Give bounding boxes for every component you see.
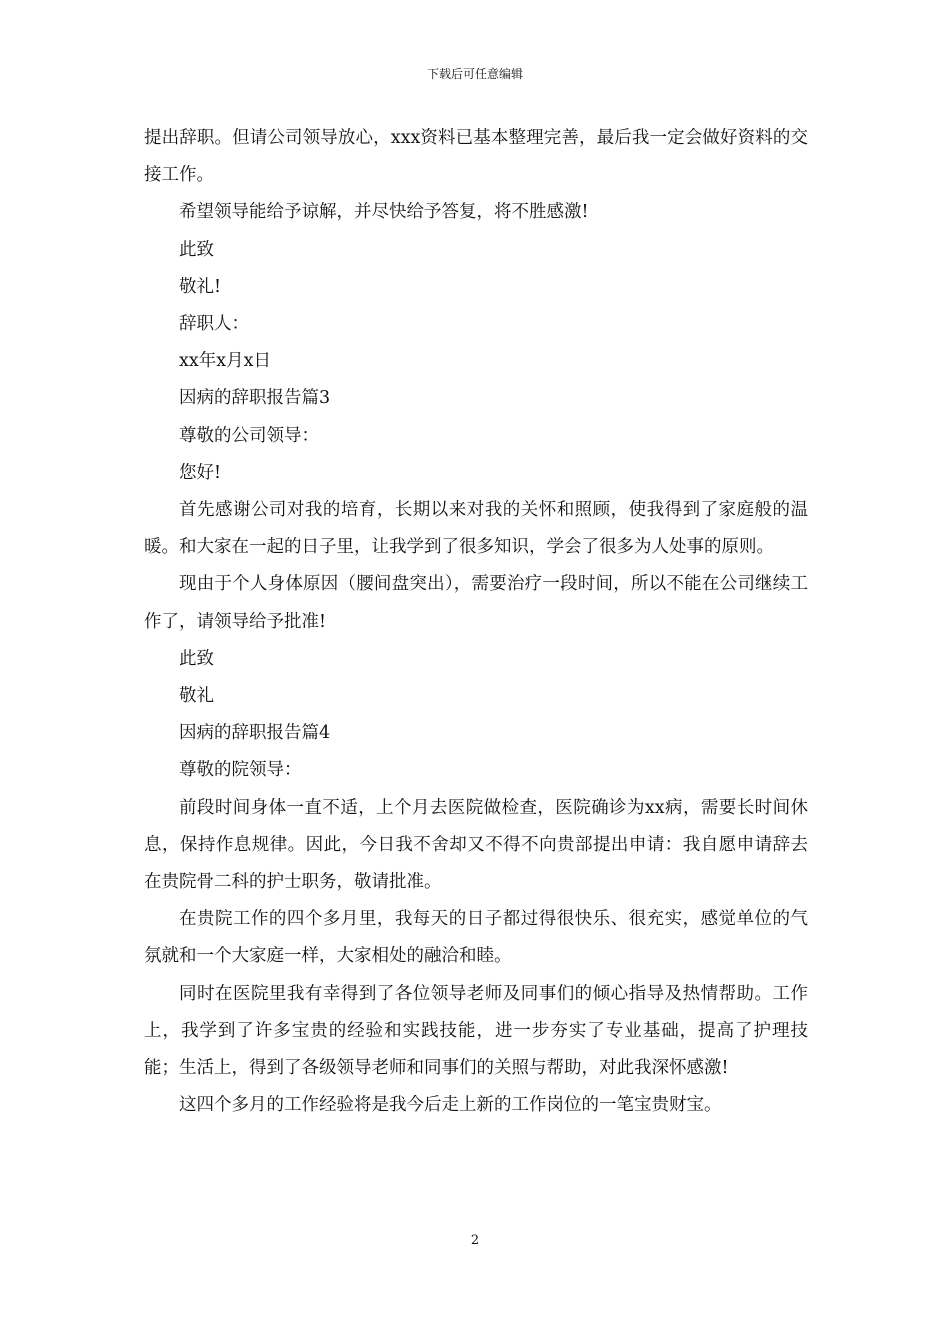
- closing-salute: 敬礼!: [179, 276, 222, 297]
- closing-line: 此致: [179, 239, 214, 260]
- paragraph-continued: 提出辞职。但请公司领导放心，xxx资料已基本整理完善，最后我一定会做好资料的交接工作。: [144, 128, 808, 186]
- paragraph: 前段时间身体一直不适，上个月去医院做检查，医院确诊为xx病，需要长时间休息，保持作息规律。因此，今日我不舍却又不得不向贵部提出申请：我自愿申请辞去在贵院骨二科的护士职务，敬请批准。: [144, 797, 808, 893]
- salutation: 尊敬的公司领导：: [179, 425, 319, 446]
- paragraph: 首先感谢公司对我的培育，长期以来对我的关怀和照顾，使我得到了家庭般的温暖。和大家在一起的日子里，让我学到了很多知识，学会了很多为人处事的原则。: [144, 500, 808, 558]
- paragraph: 这四个多月的工作经验将是我今后走上新的工作岗位的一笔宝贵财宝。: [179, 1095, 722, 1116]
- page-number: 2: [470, 1233, 480, 1248]
- greeting: 您好!: [179, 462, 222, 483]
- paragraph: 在贵院工作的四个多月里，我每天的日子都过得很快乐、很充实，感觉单位的气氛就和一个大家庭一样，大家相处的融洽和睦。: [144, 909, 808, 967]
- paragraph: 现由于个人身体原因（腰间盘突出），需要治疗一段时间，所以不能在公司继续工作了，请领导给予批准!: [144, 574, 808, 632]
- closing-salute: 敬礼: [179, 686, 214, 707]
- paragraph: 同时在医院里我有幸得到了各位领导老师及同事们的倾心指导及热情帮助。工作上，我学到了许多宝贵的经验和实践技能，进一步夯实了专业基础，提高了护理技能；生活上，得到了各级领导老师和同事们的关照与帮助，对此我深怀感激!: [144, 983, 808, 1079]
- salutation: 尊敬的院领导：: [179, 760, 302, 781]
- section-title: 因病的辞职报告篇3: [179, 388, 331, 409]
- paragraph: 希望领导能给予谅解，并尽快给予答复，将不胜感激!: [179, 202, 589, 223]
- page-header: 下载后可任意编辑: [426, 67, 523, 81]
- closing-line: 此致: [179, 648, 214, 669]
- signature-line: 辞职人：: [179, 314, 249, 335]
- date-line: xx年x月x日: [179, 351, 271, 372]
- section-title: 因病的辞职报告篇4: [179, 723, 331, 744]
- document-body: [144, 120, 808, 1124]
